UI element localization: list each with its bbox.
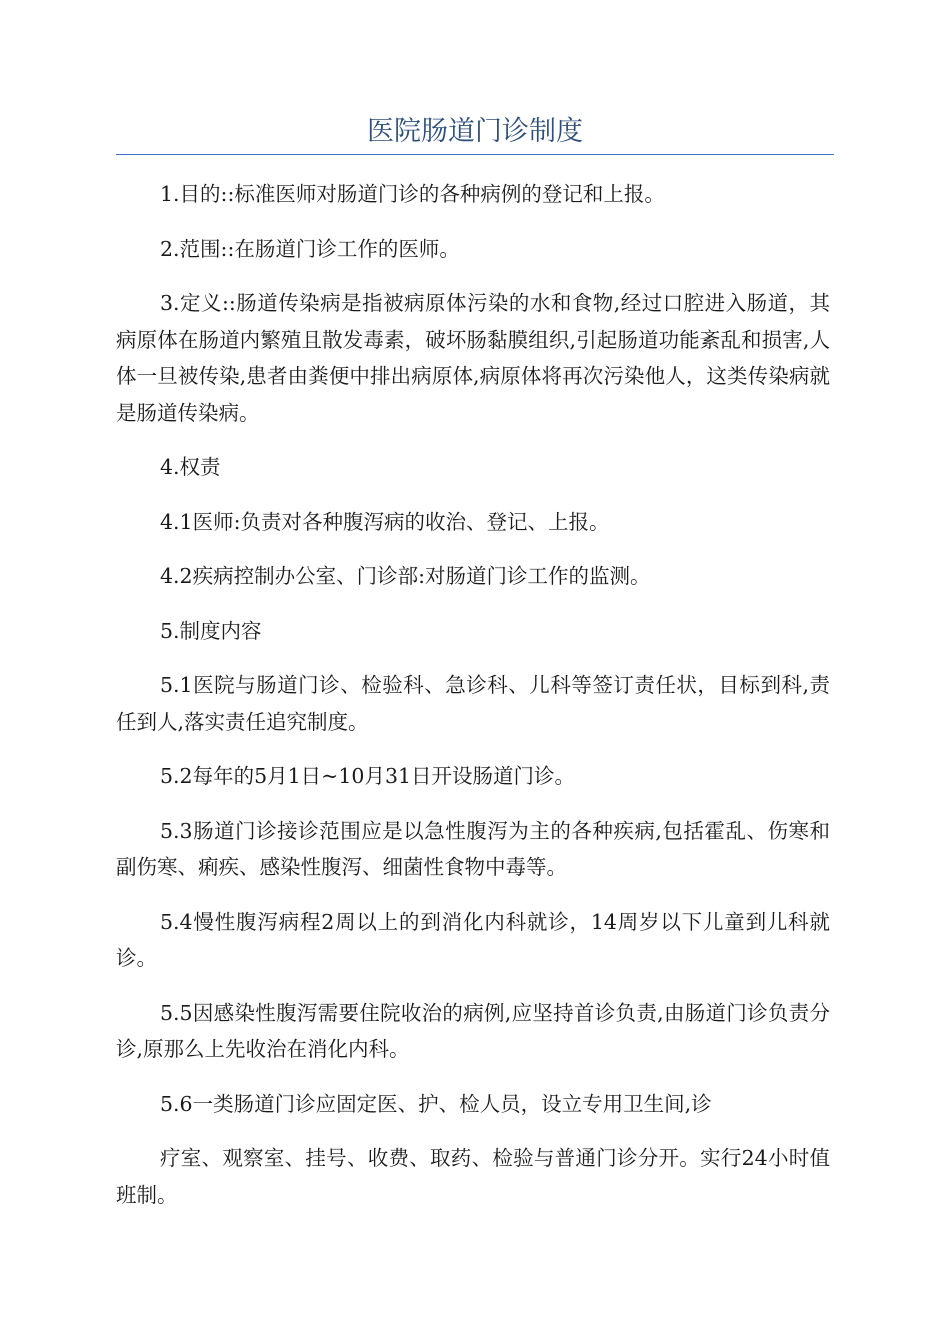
- paragraph-definition: 3.定义::肠道传染病是指被病原体污染的水和食物,经过口腔进入肠道，其病原体在肠道内繁殖且散发毒素，破坏肠黏膜组织,引起肠道功能紊乱和损害,人体一旦被传染,患者由粪便中排出病原体,病原体将再次污染他人，这类传染病就是肠道传染病。: [116, 291, 830, 425]
- paragraph-item-5-5: 5.5因感染性腹泻需要住院收治的病例,应坚持首诊负责,由肠道门诊负责分诊,原那么上先收治在消化内科。: [116, 1000, 830, 1061]
- paragraph-item-5-6: 5.6一类肠道门诊应固定医、护、检人员，设立专用卫生间,诊: [160, 1091, 712, 1116]
- paragraph-responsibility-office: 4.2疾病控制办公室、门诊部:对肠道门诊工作的监测。: [160, 564, 651, 588]
- paragraph-item-5-6-continued: 疗室、观察室、挂号、收费、取药、检验与普通门诊分开。实行24小时值班制。: [116, 1146, 830, 1207]
- document-body: [116, 176, 830, 1231]
- paragraph-purpose: 1.目的::标准医师对肠道门诊的各种病例的登记和上报。: [160, 182, 665, 206]
- paragraph-item-5-3: 5.3肠道门诊接诊范围应是以急性腹泻为主的各种疾病,包括霍乱、伤寒和副伤寒、痢疾、感染性腹泻、细菌性食物中毒等。: [116, 818, 830, 879]
- paragraph-scope: 2.范围::在肠道门诊工作的医师。: [160, 236, 460, 261]
- title-underline: [116, 154, 834, 155]
- paragraph-responsibility-physician: 4.1医师:负责对各种腹泻病的收治、登记、上报。: [160, 509, 610, 534]
- paragraph-item-5-2: 5.2每年的5月1日~10月31日开设肠道门诊。: [160, 764, 576, 788]
- document-title: 医院肠道门诊制度: [367, 116, 583, 147]
- paragraph-responsibilities-heading: 4.权责: [160, 455, 221, 479]
- paragraph-item-5-1: 5.1医院与肠道门诊、检验科、急诊科、儿科等签订责任状，目标到科,责任到人,落实责任追究制度。: [116, 673, 830, 734]
- paragraph-content-heading: 5.制度内容: [160, 618, 262, 643]
- paragraph-item-5-4: 5.4慢性腹泻病程2周以上的到消化内科就诊，14周岁以下儿童到儿科就诊。: [116, 909, 830, 970]
